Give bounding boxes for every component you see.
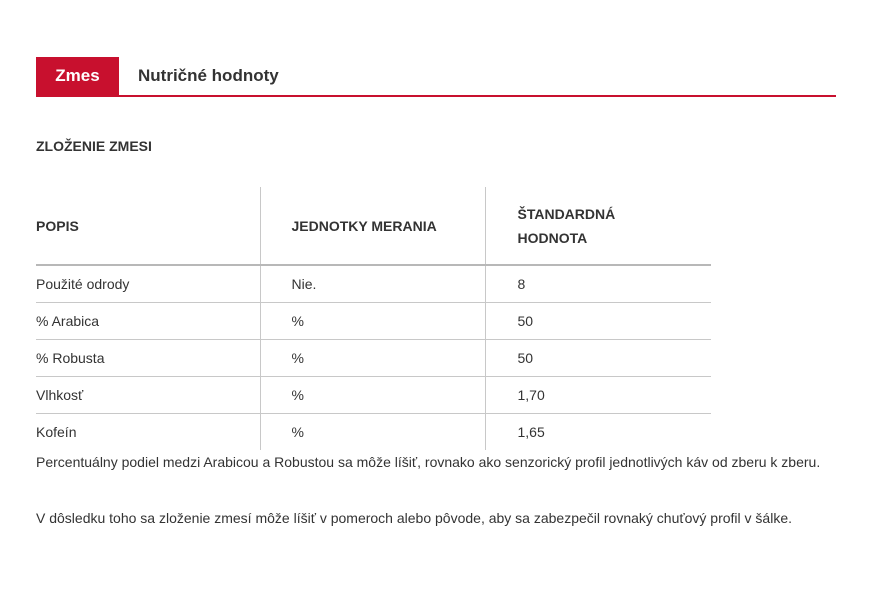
cell-jednotky: % [260,340,485,377]
cell-hodnota: 50 [485,340,711,377]
cell-popis: % Arabica [36,303,260,340]
section-title: ZLOŽENIE ZMESI [36,138,152,154]
table-row [36,303,711,340]
cell-popis: Použité odrody [36,265,260,303]
header-jednotky-merania: JEDNOTKY MERANIA [260,187,485,265]
cell-jednotky: % [260,303,485,340]
cell-jednotky: % [260,414,485,451]
cell-hodnota: 1,65 [517,424,545,440]
table-row [36,340,711,377]
cell-hodnota: 8 [485,265,711,303]
table-row [36,265,711,303]
cell-hodnota: 50 [485,303,711,340]
tab-bar [36,57,836,97]
tab-zmes[interactable] [36,57,119,95]
note-blend-composition: V dôsledku toho sa zloženie zmesí môže líšiť v pomeroch alebo pôvode, aby sa zabezpečil rovnaký chuťový profil v šálke. [36,510,792,526]
cell-jednotky: Nie. [260,265,485,303]
tab-zmes-label: Zmes [55,66,100,85]
cell-popis: % Robusta [36,340,260,377]
cell-popis: Kofeín [36,414,260,451]
cell-popis: Vlhkosť [36,377,260,414]
composition-table [36,187,711,450]
tab-nutricne-hodnoty-label: Nutričné hodnoty [138,66,279,85]
header-standardna-hodnota-label: ŠTANDARDNÁ HODNOTA [517,205,616,246]
cell-jednotky: % [260,377,485,414]
cell-hodnota: 1,70 [485,377,711,414]
header-standardna-hodnota [485,187,711,265]
table-header-row [36,187,711,265]
header-popis: POPIS [36,187,260,265]
tab-nutricne-hodnoty[interactable] [119,57,279,95]
table-row [36,377,711,414]
note-percentage-variation: Percentuálny podiel medzi Arabicou a Robustou sa môže líšiť, rovnako ako senzorický profil jednotlivých káv od zberu k zberu. [36,454,821,470]
table-row [36,414,711,451]
